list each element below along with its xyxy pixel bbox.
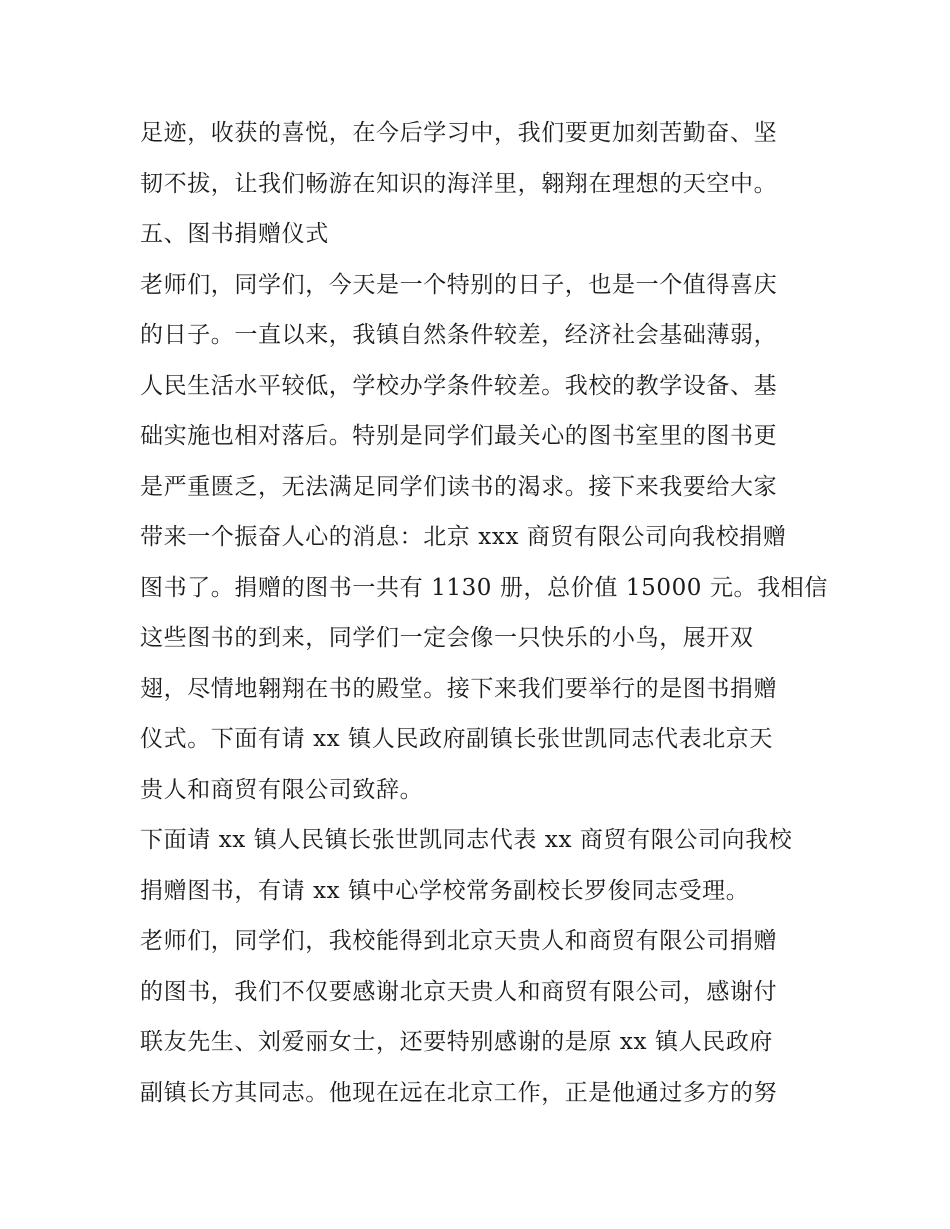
text-line: 是严重匮乏，无法满足同学们读书的渴求。接下来我要给大家 (140, 473, 778, 500)
text-line: 的日子。一直以来，我镇自然条件较差，经济社会基础薄弱， (140, 322, 778, 348)
text-line: 贵人和商贸有限公司致辞。 (140, 776, 424, 803)
text-line: 副镇长方其同志。他现在远在北京工作，正是他通过多方的努 (140, 1079, 778, 1106)
text-line: 足迹，收获的喜悦，在今后学习中，我们要更加刻苦勤奋、坚 (140, 120, 778, 146)
text-line: 老师们，同学们，我校能得到北京天贵人和商贸有限公司捐赠 (140, 928, 778, 954)
text-line: 的图书，我们不仅要感谢北京天贵人和商贸有限公司，感谢付 (140, 978, 778, 1005)
text-line: 韧不拔，让我们畅游在知识的海洋里，翱翔在理想的天空中。 (140, 170, 778, 197)
text-line: 带来一个振奋人心的消息：北京 xxx 商贸有限公司向我校捐赠 (140, 524, 787, 550)
text-line: 翅，尽情地翱翔在书的殿堂。接下来我们要举行的是图书捐赠 (140, 675, 778, 702)
text-line: 这些图书的到来，同学们一定会像一只快乐的小鸟，展开双 (140, 625, 754, 651)
text-line: 捐赠图书，有请 xx 镇中心学校常务副校长罗俊同志受理。 (140, 877, 750, 904)
text-line: 联友先生、刘爱丽女士，还要特别感谢的是原 xx 镇人民政府 (140, 1029, 773, 1055)
text-line: 下面请 xx 镇人民镇长张世凯同志代表 xx 商贸有限公司向我校 (140, 827, 793, 853)
text-line: 础实施也相对落后。特别是同学们最关心的图书室里的图书更 (140, 423, 778, 449)
document-page (140, 108, 828, 1118)
text-line: 图书了。捐赠的图书一共有 1130 册，总价值 15000 元。我相信 (140, 574, 828, 601)
text-line: 老师们，同学们，今天是一个特别的日子，也是一个值得喜庆 (140, 271, 778, 298)
text-line: 仪式。下面有请 xx 镇人民政府副镇长张世凯同志代表北京天 (140, 726, 773, 752)
section-heading: 五、图书捐赠仪式 (140, 221, 329, 247)
text-line: 人民生活水平较低，学校办学条件较差。我校的教学设备、基 (140, 372, 778, 399)
